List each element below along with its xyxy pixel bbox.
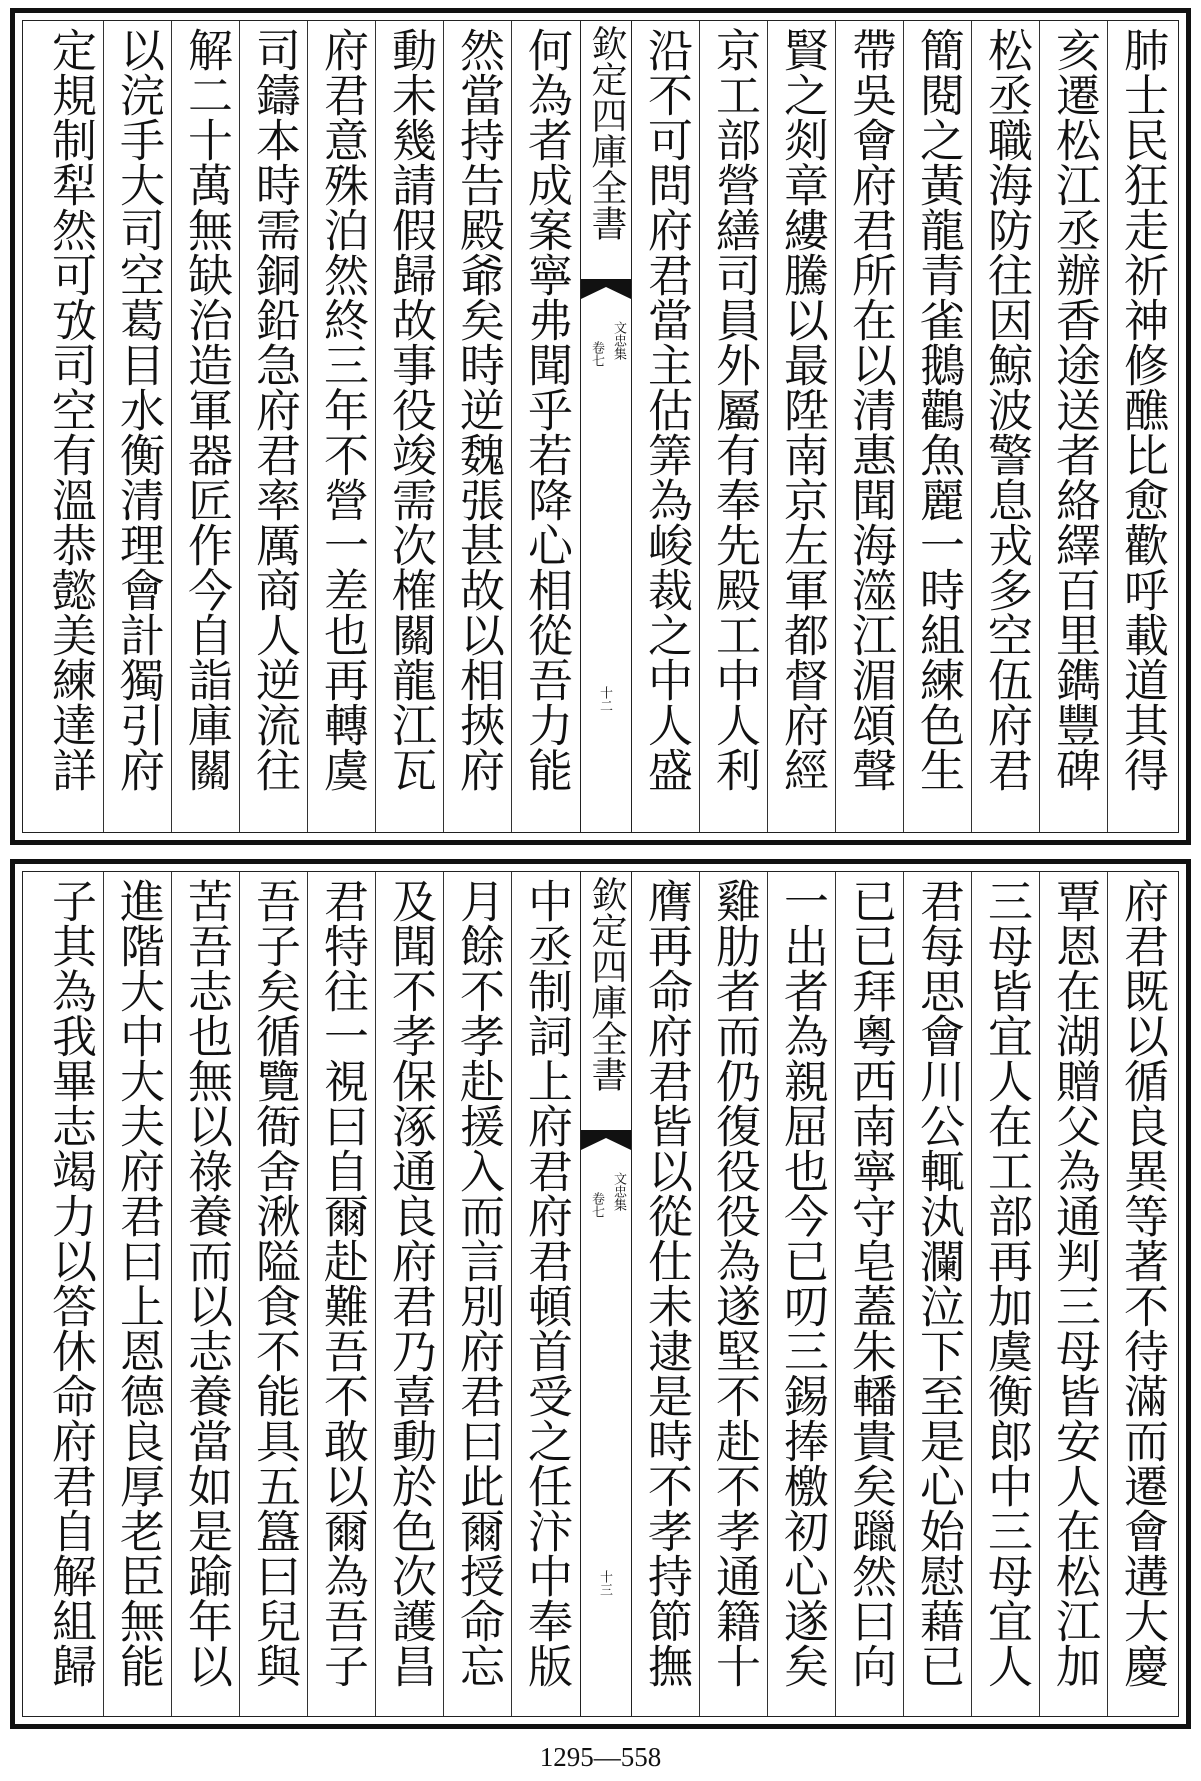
text-column: 動未幾請假歸故事役竣需次榷關龍江瓦 (384, 27, 437, 792)
text-column: 何為者成案寧弗聞乎若降心相從吾力能 (520, 27, 573, 792)
column-rule (375, 21, 376, 832)
column-rule (443, 21, 444, 832)
column-rule (971, 21, 972, 832)
text-column: 以浣手大司空葛目水衡清理會計獨引府 (112, 27, 165, 792)
text-column: 定規制犁然可攷司空有溫恭懿美練達詳 (44, 27, 97, 792)
column-rule (835, 21, 836, 832)
text-column: 然當持告殿爺矣時逆魏張甚故以相挾府 (452, 27, 505, 792)
fishtail-mark-icon (581, 279, 631, 299)
column-rule (767, 21, 768, 832)
column-rule (239, 872, 240, 1716)
column-rule (511, 872, 512, 1716)
text-column: 沿不可問府君當主估筭為峻裁之中人盛 (640, 27, 693, 792)
bottom-page (10, 859, 1191, 1729)
spine-title: 欽定四庫全書 (586, 25, 627, 241)
column-rule (903, 872, 904, 1716)
column-rule (103, 872, 104, 1716)
text-column: 肺士民狂走祈神修醮比愈歡呼載道其得 (1116, 27, 1169, 792)
top-page-frame (22, 20, 1179, 833)
column-rule (903, 21, 904, 832)
column-rule (835, 872, 836, 1716)
text-column: 三母皆宜人在工部再加虞衡郎中三母宜人 (980, 878, 1033, 1688)
column-rule (1107, 872, 1108, 1716)
text-column: 已已拜粵西南寧守皂蓋朱轓貴矣躐然曰向 (844, 878, 897, 1688)
column-rule (171, 872, 172, 1716)
column-rule (1039, 872, 1040, 1716)
column-rule (699, 872, 700, 1716)
spine-book-name: 文忠集 (611, 1172, 626, 1211)
book-spine (580, 21, 632, 832)
text-column: 中丞制詞上府君府君頓首受之任汴中奉版 (520, 878, 573, 1688)
spine-volume: 卷七 (589, 1192, 604, 1218)
book-spine (580, 872, 632, 1716)
text-column: 松丞職海防往因鯨波警息戎多空伍府君 (980, 27, 1033, 792)
text-column: 苦吾志也無以祿養而以志養當如是踰年以 (180, 878, 233, 1688)
text-column: 雞肋者而仍復役役為遂堅不赴不孝通籍十 (708, 878, 761, 1688)
spine-folio: 十三 (597, 1570, 612, 1596)
text-column: 進階大中大夫府君曰上恩德良厚老臣無能 (112, 878, 165, 1688)
text-column: 帶吳會府君所在以清惠聞海澨江湄頌聲 (844, 27, 897, 792)
spine-title: 欽定四庫全書 (586, 876, 627, 1092)
column-rule (767, 872, 768, 1716)
column-rule (103, 21, 104, 832)
column-rule (307, 21, 308, 832)
text-column: 賢之剡章縷騰以最陞南京左軍都督府經 (776, 27, 829, 792)
column-rule (239, 21, 240, 832)
text-column: 司鑄本時需銅鉛急府君率厲商人逆流往 (248, 27, 301, 792)
column-rule (511, 21, 512, 832)
column-rule (443, 872, 444, 1716)
text-column: 月餘不孝赴援入而言別府君曰此爾授命忘 (452, 878, 505, 1688)
spine-volume: 卷七 (589, 341, 604, 367)
text-column: 覃恩在湖贈父為通判三母皆安人在松江加 (1048, 878, 1101, 1688)
text-column: 府君意殊泊然終三年不營一差也再轉虞 (316, 27, 369, 792)
spine-folio: 十二 (597, 686, 612, 712)
text-column: 及聞不孝保涿通良府君乃喜動於色次護昌 (384, 878, 437, 1688)
column-rule (375, 872, 376, 1716)
spine-book-name: 文忠集 (611, 321, 626, 360)
text-column: 一出者為親屈也今已叨三錫捧檄初心遂矣 (776, 878, 829, 1688)
page-number: 1295—558 (539, 1742, 662, 1772)
text-column: 解二十萬無缺治造軍器匠作今自詣庫關 (180, 27, 233, 792)
text-column: 亥遷松江丞辦香途送者絡繹百里鐫豐碑 (1048, 27, 1101, 792)
top-page (10, 8, 1191, 845)
text-column: 子其為我畢志竭力以答休命府君自解組歸 (44, 878, 97, 1688)
column-rule (699, 21, 700, 832)
column-rule (1107, 21, 1108, 832)
column-rule (307, 872, 308, 1716)
column-rule (171, 21, 172, 832)
column-rule (971, 872, 972, 1716)
text-column: 府君既以循良異等著不待滿而遷會遘大慶 (1116, 878, 1169, 1688)
text-column: 君每思會川公輒汍瀾泣下至是心始慰藉已 (912, 878, 965, 1688)
text-column: 京工部營繕司員外屬有奉先殿工中人利 (708, 27, 761, 792)
text-column: 膺再命府君皆以從仕未逮是時不孝持節撫 (640, 878, 693, 1688)
text-column: 簡閱之黃龍青雀鵝鸛魚麗一時組練色生 (912, 27, 965, 792)
column-rule (1039, 21, 1040, 832)
fishtail-mark-icon (581, 1130, 631, 1150)
text-column: 吾子矣循覽衙舍湫隘食不能具五簋曰兒與 (248, 878, 301, 1688)
bottom-page-frame (22, 871, 1179, 1717)
text-column: 君特往一視曰自爾赴難吾不敢以爾為吾子 (316, 878, 369, 1688)
